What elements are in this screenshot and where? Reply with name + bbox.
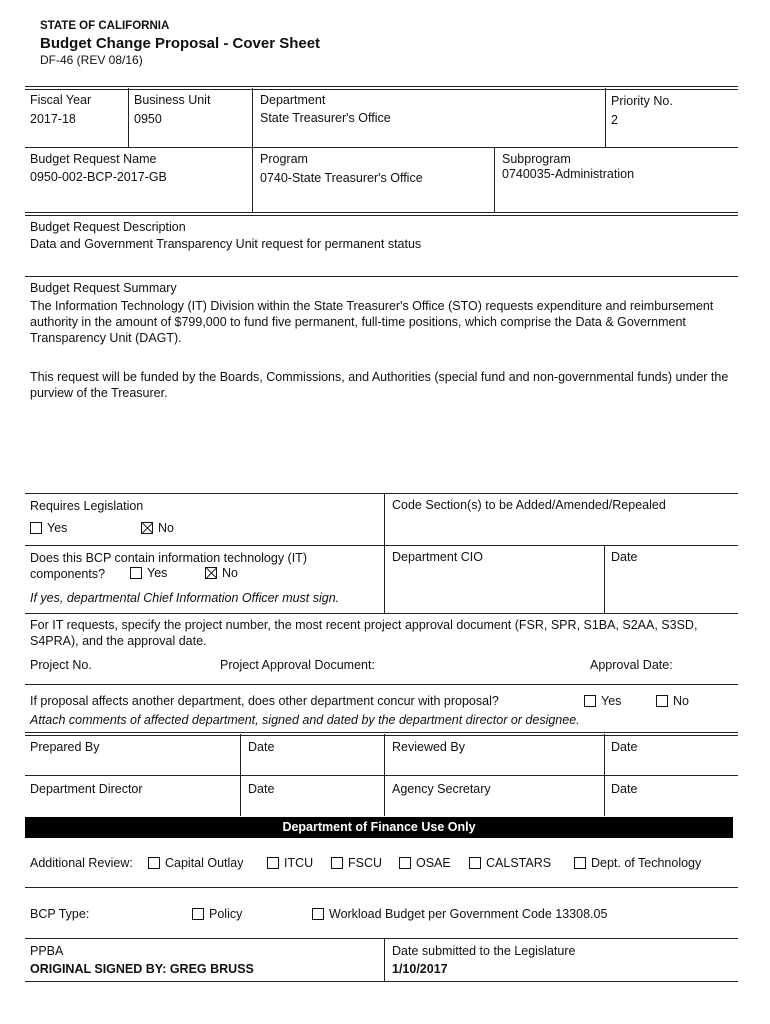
divider [605,88,606,147]
divider [252,88,253,212]
checkbox[interactable] [148,857,160,869]
review-option-dept-technology[interactable]: Dept. of Technology [574,856,701,870]
it-instructions: For IT requests, specify the project number, the most recent project approval document (FSR, SPR, S1BA, S2AA, S3SD, S4PRA), and the approval date. [30,618,698,648]
legislation-yes-option[interactable]: Yes [30,521,67,535]
divider [25,613,738,614]
priority-value: 2 [611,113,618,127]
business-unit-value: 0950 [134,112,162,126]
divider [25,981,738,982]
divider [384,939,385,981]
divider [25,86,738,90]
submitted-date: 1/10/2017 [392,962,448,976]
checkbox-checked[interactable] [205,567,217,579]
divider [384,494,385,614]
secretary-date-label: Date [611,782,638,796]
summary-paragraph: This request will be funded by the Boards, Commissions, and Authorities (special fund and non-governmental funds) under the purview of the Treasurer. [30,370,729,400]
divider [604,546,605,614]
divider [25,732,738,736]
dept-director-label: Department Director [30,782,143,796]
request-name-label: Budget Request Name [30,152,157,166]
concur-no-option[interactable]: No [656,694,689,708]
concur-note: Attach comments of affected department, signed and dated by the department director or designee. [30,713,580,727]
summary-paragraph: The Information Technology (IT) Division within the State Treasurer's Office (STO) requests expenditure and reimbursement authority in the amount of $799,000 to fund five permanent, full-time positions, which comprise the Data & Government Transparency Unit (DAGT). [30,299,714,345]
divider [494,148,495,212]
additional-review-label: Additional Review: [30,856,133,870]
summary-label: Budget Request Summary [30,281,177,295]
checkbox[interactable] [584,695,596,707]
fiscal-year-value: 2017-18 [30,112,76,126]
program-value: 0740-State Treasurer's Office [260,171,423,185]
checkbox[interactable] [331,857,343,869]
code-section-label: Code Section(s) to be Added/Amended/Repealed [392,498,666,512]
divider [25,276,738,277]
reviewed-date-label: Date [611,740,638,754]
prepared-date-label: Date [248,740,275,754]
divider [25,545,738,546]
form-id: DF-46 (REV 08/16) [40,53,143,67]
legislation-no-option[interactable]: No [141,521,174,535]
it-note: If yes, departmental Chief Information Officer must sign. [30,591,340,605]
request-name-value: 0950-002-BCP-2017-GB [30,170,167,184]
subprogram-label: Subprogram [502,152,571,166]
bcp-type-workload[interactable]: Workload Budget per Government Code 13308.05 [312,907,607,921]
business-unit-label: Business Unit [134,93,211,107]
dof-banner: Department of Finance Use Only [25,817,733,838]
bcp-type-policy[interactable]: Policy [192,907,242,921]
cio-date-label: Date [611,550,638,564]
review-option-fscu[interactable]: FSCU [331,856,382,870]
ppba-signature: ORIGINAL SIGNED BY: GREG BRUSS [30,962,254,976]
fiscal-year-label: Fiscal Year [30,93,92,107]
submitted-label: Date submitted to the Legislature [392,944,576,958]
checkbox[interactable] [574,857,586,869]
it-yes-option[interactable]: Yes [130,566,167,580]
checkbox[interactable] [130,567,142,579]
ppba-label: PPBA [30,944,64,958]
project-no-label: Project No. [30,658,92,672]
checkbox[interactable] [30,522,42,534]
review-option-osae[interactable]: OSAE [399,856,451,870]
divider [25,212,738,216]
checkbox[interactable] [399,857,411,869]
reviewed-by-label: Reviewed By [392,740,465,754]
director-date-label: Date [248,782,275,796]
description-text: Data and Government Transparency Unit request for permanent status [30,237,422,251]
review-option-calstars[interactable]: CALSTARS [469,856,551,870]
checkbox-checked[interactable] [141,522,153,534]
divider [240,734,241,816]
prepared-by-label: Prepared By [30,740,100,754]
review-option-capital-outlay[interactable]: Capital Outlay [148,856,244,870]
divider [25,147,738,148]
divider [25,887,738,888]
checkbox[interactable] [656,695,668,707]
checkbox[interactable] [267,857,279,869]
cio-label: Department CIO [392,550,484,564]
page-title: Budget Change Proposal - Cover Sheet [40,35,321,52]
checkbox[interactable] [312,908,324,920]
bcp-type-label: BCP Type: [30,907,90,921]
divider [25,493,738,494]
description-label: Budget Request Description [30,220,186,234]
review-option-itcu[interactable]: ITCU [267,856,313,870]
approval-doc-label: Project Approval Document: [220,658,375,672]
priority-label: Priority No. [611,94,673,108]
subprogram-value: 0740035-Administration [502,167,635,181]
divider [25,684,738,685]
checkbox[interactable] [192,908,204,920]
checkbox[interactable] [469,857,481,869]
program-label: Program [260,152,308,166]
it-no-option[interactable]: No [205,566,238,580]
divider [384,734,385,816]
divider [604,734,605,816]
divider [128,88,129,147]
department-label: Department [260,93,326,107]
state-label: STATE OF CALIFORNIA [40,20,170,32]
approval-date-label: Approval Date: [590,658,673,672]
concur-question: If proposal affects another department, does other department concur with proposal? [30,694,499,708]
department-value: State Treasurer's Office [260,111,391,125]
legislation-label: Requires Legislation [30,499,144,513]
it-question: Does this BCP contain information technology (IT) components? [30,551,307,581]
divider [25,938,738,939]
agency-secretary-label: Agency Secretary [392,782,491,796]
divider [25,775,738,776]
concur-yes-option[interactable]: Yes [584,694,621,708]
